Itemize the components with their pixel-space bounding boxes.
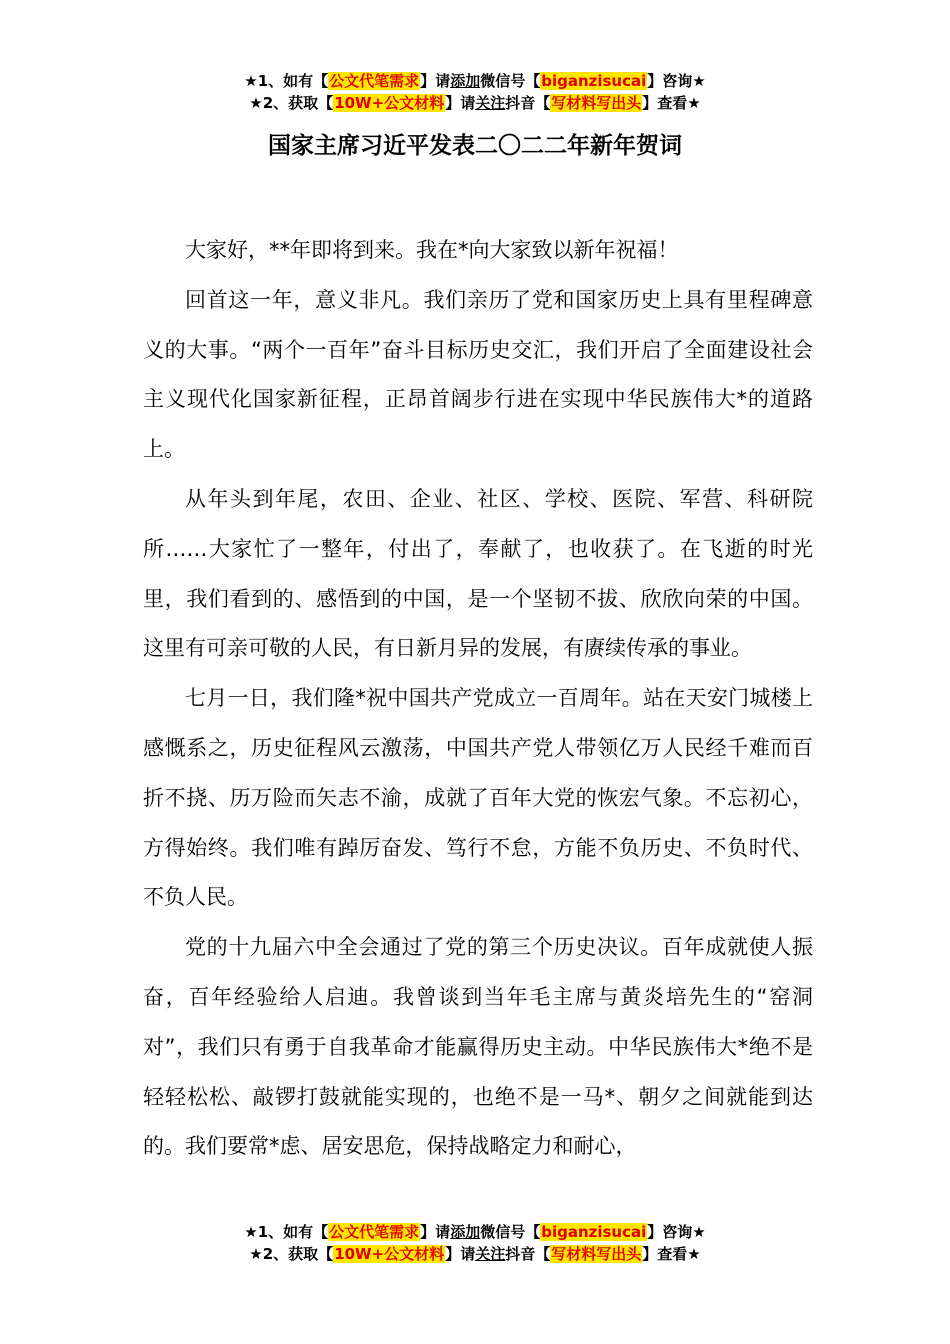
promo-line-2: ★2、获取【10W+公文材料】请关注抖音【写材料写出头】查看★ bbox=[249, 1245, 701, 1263]
paragraph: 回首这一年，意义非凡。我们亲历了党和国家历史上具有里程碑意义的大事。“两个一百年”奋斗目标历史交汇，我们开启了全面建设社会主义现代化国家新征程，正昂首阔步行进在实现中华民族伟大*的道路上。 bbox=[143, 287, 813, 462]
paragraph: 党的十九届六中全会通过了党的第三个历史决议。百年成就使人振奋，百年经验给人启迪。我曾谈到当年毛主席与黄炎培先生的“窑洞对”，我们只有勇于自我革命才能赢得历史主动。中华民族伟大*绝不是轻轻松松、敲锣打鼓就能实现的，也绝不是一马*、朝夕之间就能到达的。我们要常*虑、居安思危，保持战略定力和耐心， bbox=[143, 935, 813, 1159]
header-promo-banner bbox=[0, 70, 950, 114]
highlight-writing-service: 公文代笔需求 bbox=[329, 1223, 420, 1241]
document-title: 国家主席习近平发表二〇二二年新年贺词 bbox=[268, 133, 682, 159]
footer-promo-banner bbox=[0, 1221, 950, 1265]
highlight-materials: 10W+公文材料 bbox=[334, 1245, 445, 1263]
document-body bbox=[143, 226, 813, 1172]
highlight-douyin-account: 写材料写出头 bbox=[551, 1245, 642, 1263]
promo-line-2: ★2、获取【10W+公文材料】请关注抖音【写材料写出头】查看★ bbox=[249, 94, 701, 112]
paragraph: 七月一日，我们隆*祝中国共产党成立一百周年。站在天安门城楼上感慨系之，历史征程风云激荡，中国共产党人带领亿万人民经千难而百折不挠、历万险而矢志不渝，成就了百年大党的恢宏气象。不忘初心，方得始终。我们唯有踔厉奋发、笃行不怠，方能不负历史、不负时代、不负人民。 bbox=[143, 686, 813, 910]
highlight-materials: 10W+公文材料 bbox=[334, 94, 445, 112]
highlight-douyin-account: 写材料写出头 bbox=[551, 94, 642, 112]
promo-line-1: ★1、如有【公文代笔需求】请添加微信号【biganzisucai】咨询★ bbox=[244, 72, 706, 90]
highlight-wechat-id: biganzisucai bbox=[541, 1223, 647, 1241]
highlight-writing-service: 公文代笔需求 bbox=[329, 72, 420, 90]
paragraph: 大家好，**年即将到来。我在*向大家致以新年祝福！ bbox=[185, 238, 679, 262]
paragraph: 从年头到年尾，农田、企业、社区、学校、医院、军营、科研院所……大家忙了一整年，付出了，奉献了，也收获了。在飞逝的时光里，我们看到的、感悟到的中国，是一个坚韧不拔、欣欣向荣的中国。这里有可亲可敬的人民，有日新月异的发展，有赓续传承的事业。 bbox=[143, 486, 813, 661]
promo-line-1: ★1、如有【公文代笔需求】请添加微信号【biganzisucai】咨询★ bbox=[244, 1223, 706, 1241]
highlight-wechat-id: biganzisucai bbox=[541, 72, 647, 90]
